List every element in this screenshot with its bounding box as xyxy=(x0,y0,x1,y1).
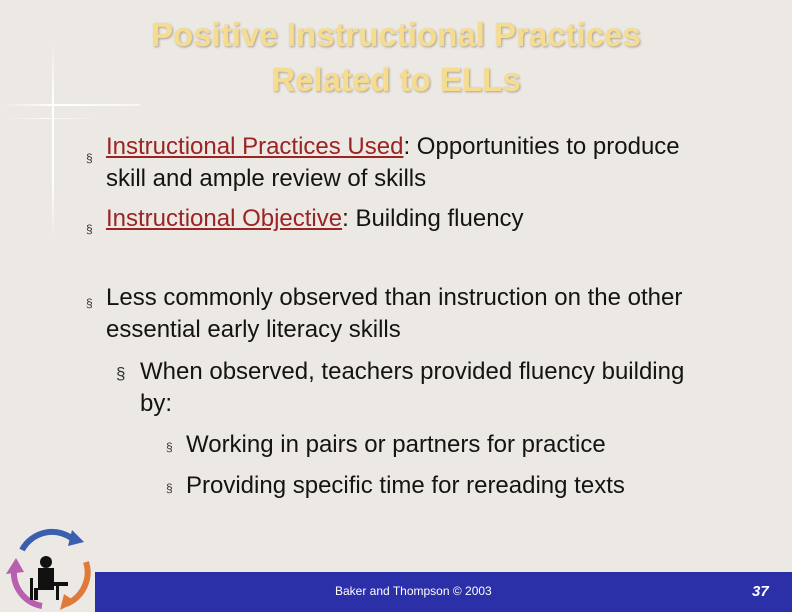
bullet-2-text: : Building fluency xyxy=(342,205,524,232)
bullet-1-line-1 xyxy=(106,133,680,161)
sub-sub-bullet-marker-2: § xyxy=(166,481,173,495)
title-line-1: Positive Instructional Practices xyxy=(151,16,641,53)
sub-bullet-line-2: by: xyxy=(140,390,173,417)
bullet-1-text: : Opportunities to produce xyxy=(403,133,680,160)
bullet-marker-3: § xyxy=(86,296,93,310)
bullet-marker-1: § xyxy=(86,151,93,165)
page-number: 37 xyxy=(752,583,769,600)
bullet-2-line-1 xyxy=(106,205,524,233)
sub-bullet-line-1: When observed, teachers provided fluency building xyxy=(140,358,685,385)
title-line-2: Related to ELLs xyxy=(271,61,521,98)
bullet-1-link[interactable]: Instructional Practices Used xyxy=(106,133,404,160)
bullet-3-line-1: Less commonly observed than instruction on the other xyxy=(106,284,683,311)
sub-sub-bullet-1: Working in pairs or partners for practice xyxy=(186,431,606,458)
bullet-1-line-2: skill and ample review of skills xyxy=(106,165,427,192)
reading-cycle-logo-icon xyxy=(2,522,100,612)
sub-sub-bullet-marker-1: § xyxy=(166,440,173,454)
bullet-2-link[interactable]: Instructional Objective xyxy=(106,205,343,232)
footer-credit: Baker and Thompson © 2003 xyxy=(335,584,492,598)
sub-bullet-marker: § xyxy=(116,364,126,383)
bullet-marker-2: § xyxy=(86,222,93,236)
sub-sub-bullet-2: Providing specific time for rereading texts xyxy=(186,472,625,499)
bullet-3-line-2: essential early literacy skills xyxy=(106,316,401,343)
